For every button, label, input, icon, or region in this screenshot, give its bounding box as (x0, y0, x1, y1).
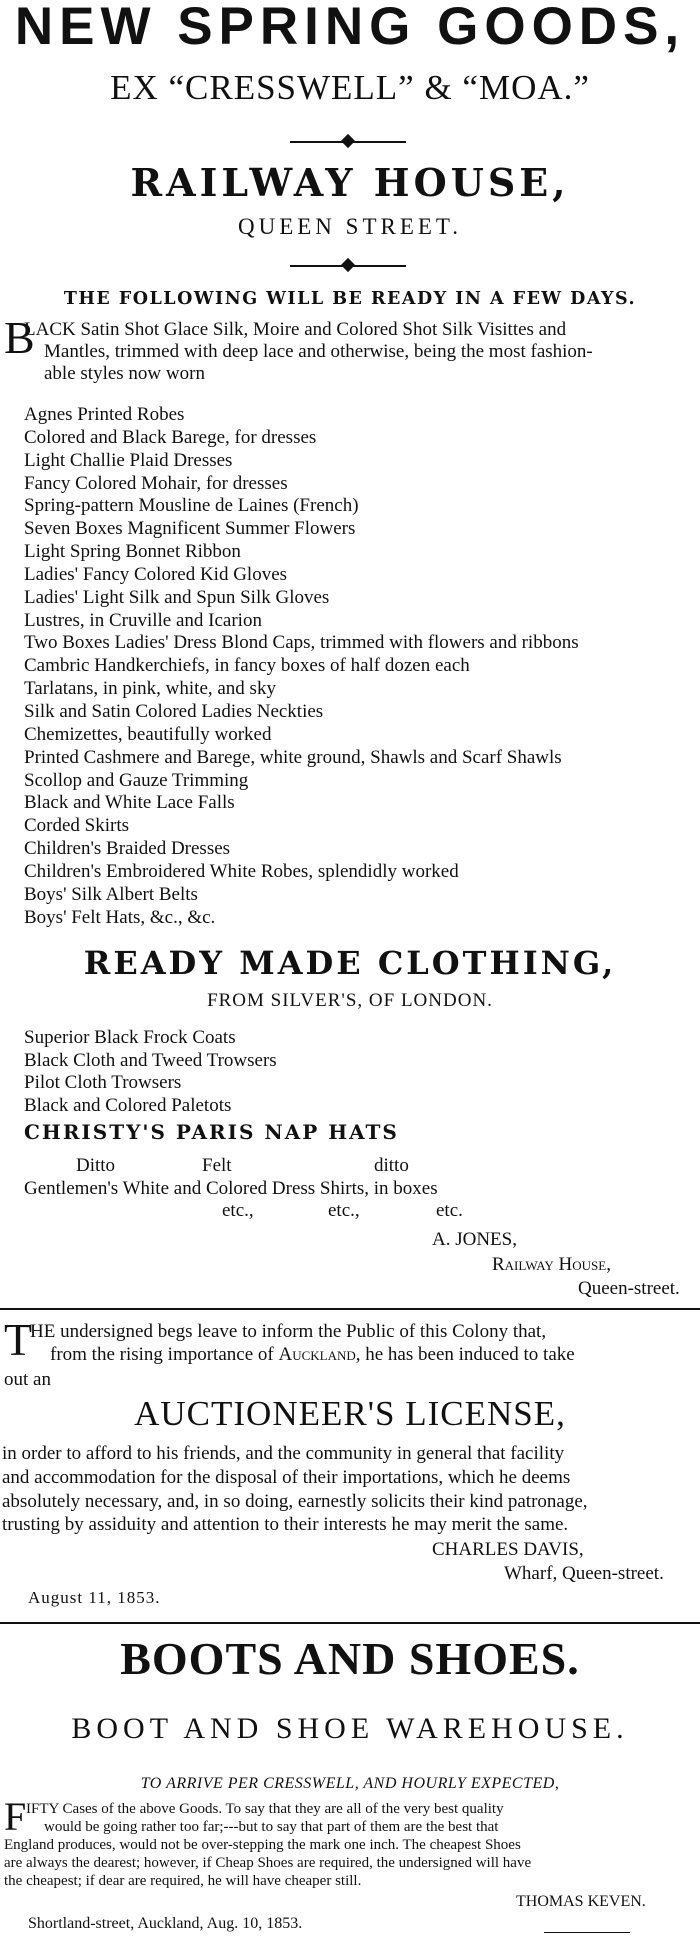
ornament-divider (290, 132, 406, 152)
auction-body-line: absolutely necessary, and, in so doing, earnestly solicits their kind patronage, (2, 1491, 588, 1512)
shirts-line: Gentlemen's White and Colored Dress Shirts, in boxes (24, 1178, 438, 1199)
store-street: QUEEN STREET. (237, 214, 463, 239)
list-item: Black and Colored Paletots (24, 1094, 232, 1116)
list-item: Boys' Felt Hats, &c., &c. (24, 906, 216, 928)
auction-body-line: trusting by assiduity and attention to their interests he may merit the same. (2, 1514, 569, 1535)
paragraph-line: IFTY Cases of the above Goods. To say that they are all of the very best quality (26, 1801, 504, 1817)
list-item: Spring-pattern Mousline de Laines (French) (24, 495, 359, 517)
headline: NEW SPRING GOODS, (14, 0, 686, 56)
signature-name: A. JONES, (432, 1229, 517, 1250)
list-item: Light Challie Plaid Dresses (24, 449, 233, 471)
list-item: Tarlatans, in pink, white, and sky (24, 678, 276, 700)
auction-heading: AUCTIONEER'S LICENSE, (134, 1394, 566, 1433)
following-heading: THE FOLLOWING WILL BE READY IN A FEW DAYS. (63, 289, 637, 309)
clothing-heading: READY MADE CLOTHING, (83, 944, 617, 982)
list-item: Ladies' Fancy Colored Kid Gloves (24, 563, 288, 585)
list-item: Light Spring Bonnet Ribbon (24, 541, 241, 563)
intro-line: HE undersigned begs leave to inform the Public of this Colony that, (30, 1321, 547, 1342)
intro-line: out an (4, 1369, 51, 1390)
paragraph-line: England produces, would not be over-stepping the mark one inch. The cheapest Shoes (4, 1837, 521, 1853)
list-item: Agnes Printed Robes (24, 404, 185, 425)
intro-line: able styles now worn (44, 363, 205, 384)
intro-line: from the rising importance of Auckland, he has been induced to take (50, 1344, 575, 1365)
drop-cap: B (4, 312, 35, 363)
list-item: Colored and Black Barege, for dresses (24, 426, 317, 448)
list-item: Fancy Colored Mohair, for dresses (24, 472, 288, 494)
paragraph-line: are always the dearest; however, if Cheap Shoes are required, the undersigned will have (4, 1855, 532, 1871)
column-rule (0, 1308, 700, 1310)
list-item: Children's Braided Dresses (24, 838, 231, 860)
list-item: Boys' Silk Albert Belts (24, 883, 198, 905)
list-item: Lustres, in Cruville and Icarion (24, 609, 262, 631)
boots-heading: BOOTS AND SHOES. (120, 1633, 580, 1684)
closing-rule (544, 1932, 630, 1933)
list-item: Black Cloth and Tweed Trowsers (24, 1049, 277, 1071)
boots-footer: Shortland-street, Auckland, Aug. 10, 1853. (28, 1915, 303, 1932)
list-item: Superior Black Frock Coats (24, 1027, 236, 1048)
boots-signature: THOMAS KEVEN. (516, 1893, 646, 1910)
intro-line: Mantles, trimmed with deep lace and otherwise, being the most fashion- (44, 341, 593, 362)
signature-place: Wharf, Queen-street. (504, 1563, 664, 1584)
hats-ditto: Ditto (76, 1155, 116, 1176)
list-item: Seven Boxes Magnificent Summer Flowers (24, 518, 356, 540)
clothing-subheading: FROM SILVER'S, OF LONDON. (207, 990, 493, 1011)
list-item: Cambric Handkerchiefs, in fancy boxes of half dozen each (24, 655, 470, 677)
list-item: Silk and Satin Colored Ladies Neckties (24, 700, 324, 722)
auction-date: August 11, 1853. (28, 1588, 161, 1607)
column-rule (0, 1622, 700, 1624)
signature-house: Railway House, (492, 1254, 611, 1275)
list-item: Pilot Cloth Trowsers (24, 1072, 182, 1093)
intro-line: LACK Satin Shot Glace Silk, Moire and Colored Shot Silk Visittes and (24, 319, 567, 340)
etc: etc. (436, 1200, 463, 1221)
store-name: RAILWAY HOUSE, (130, 160, 570, 205)
list-item: Ladies' Light Silk and Spun Silk Gloves (24, 586, 330, 608)
paragraph-line: would be going rather too far;---but to say that part of them are the best that (44, 1819, 499, 1835)
subheadline: EX “CRESSWELL” & “MOA.” (110, 68, 590, 107)
list-item: Printed Cashmere and Barege, white ground, Shawls and Scarf Shawls (24, 746, 562, 768)
list-item: Two Boxes Ladies' Dress Blond Caps, trimmed with flowers and ribbons (24, 632, 579, 654)
drop-cap: F (4, 1794, 27, 1839)
etc: etc., (328, 1200, 360, 1221)
ornament-divider (290, 256, 406, 276)
arrive-line: TO ARRIVE PER CRESSWELL, AND HOURLY EXPECTED, (140, 1775, 560, 1792)
auction-body-line: and accommodation for the disposal of their importations, which he deems (2, 1467, 571, 1488)
etc: etc., (222, 1200, 254, 1221)
list-item: Corded Skirts (24, 815, 130, 837)
paragraph-line: the cheapest; if dear are required, he will have cheaper still. (4, 1873, 362, 1889)
clothing-list (24, 1027, 277, 1117)
warehouse-heading: BOOT AND SHOE WAREHOUSE. (71, 1712, 629, 1745)
hats-heading: CHRISTY'S PARIS NAP HATS (24, 1120, 399, 1144)
drop-cap: T (4, 1314, 33, 1365)
hats-felt: Felt (202, 1155, 232, 1176)
list-item: Black and White Lace Falls (24, 792, 235, 814)
signature-street: Queen-street. (578, 1278, 680, 1299)
list-item: Chemizettes, beautifully worked (24, 723, 272, 745)
hats-ditto: ditto (374, 1155, 409, 1176)
list-item: Children's Embroidered White Robes, splendidly worked (24, 860, 459, 882)
list-item: Scollop and Gauze Trimming (24, 769, 249, 791)
signature-name: CHARLES DAVIS, (432, 1539, 584, 1560)
auction-body-line: in order to afford to his friends, and the community in general that facility (2, 1443, 565, 1464)
goods-list (24, 404, 579, 929)
